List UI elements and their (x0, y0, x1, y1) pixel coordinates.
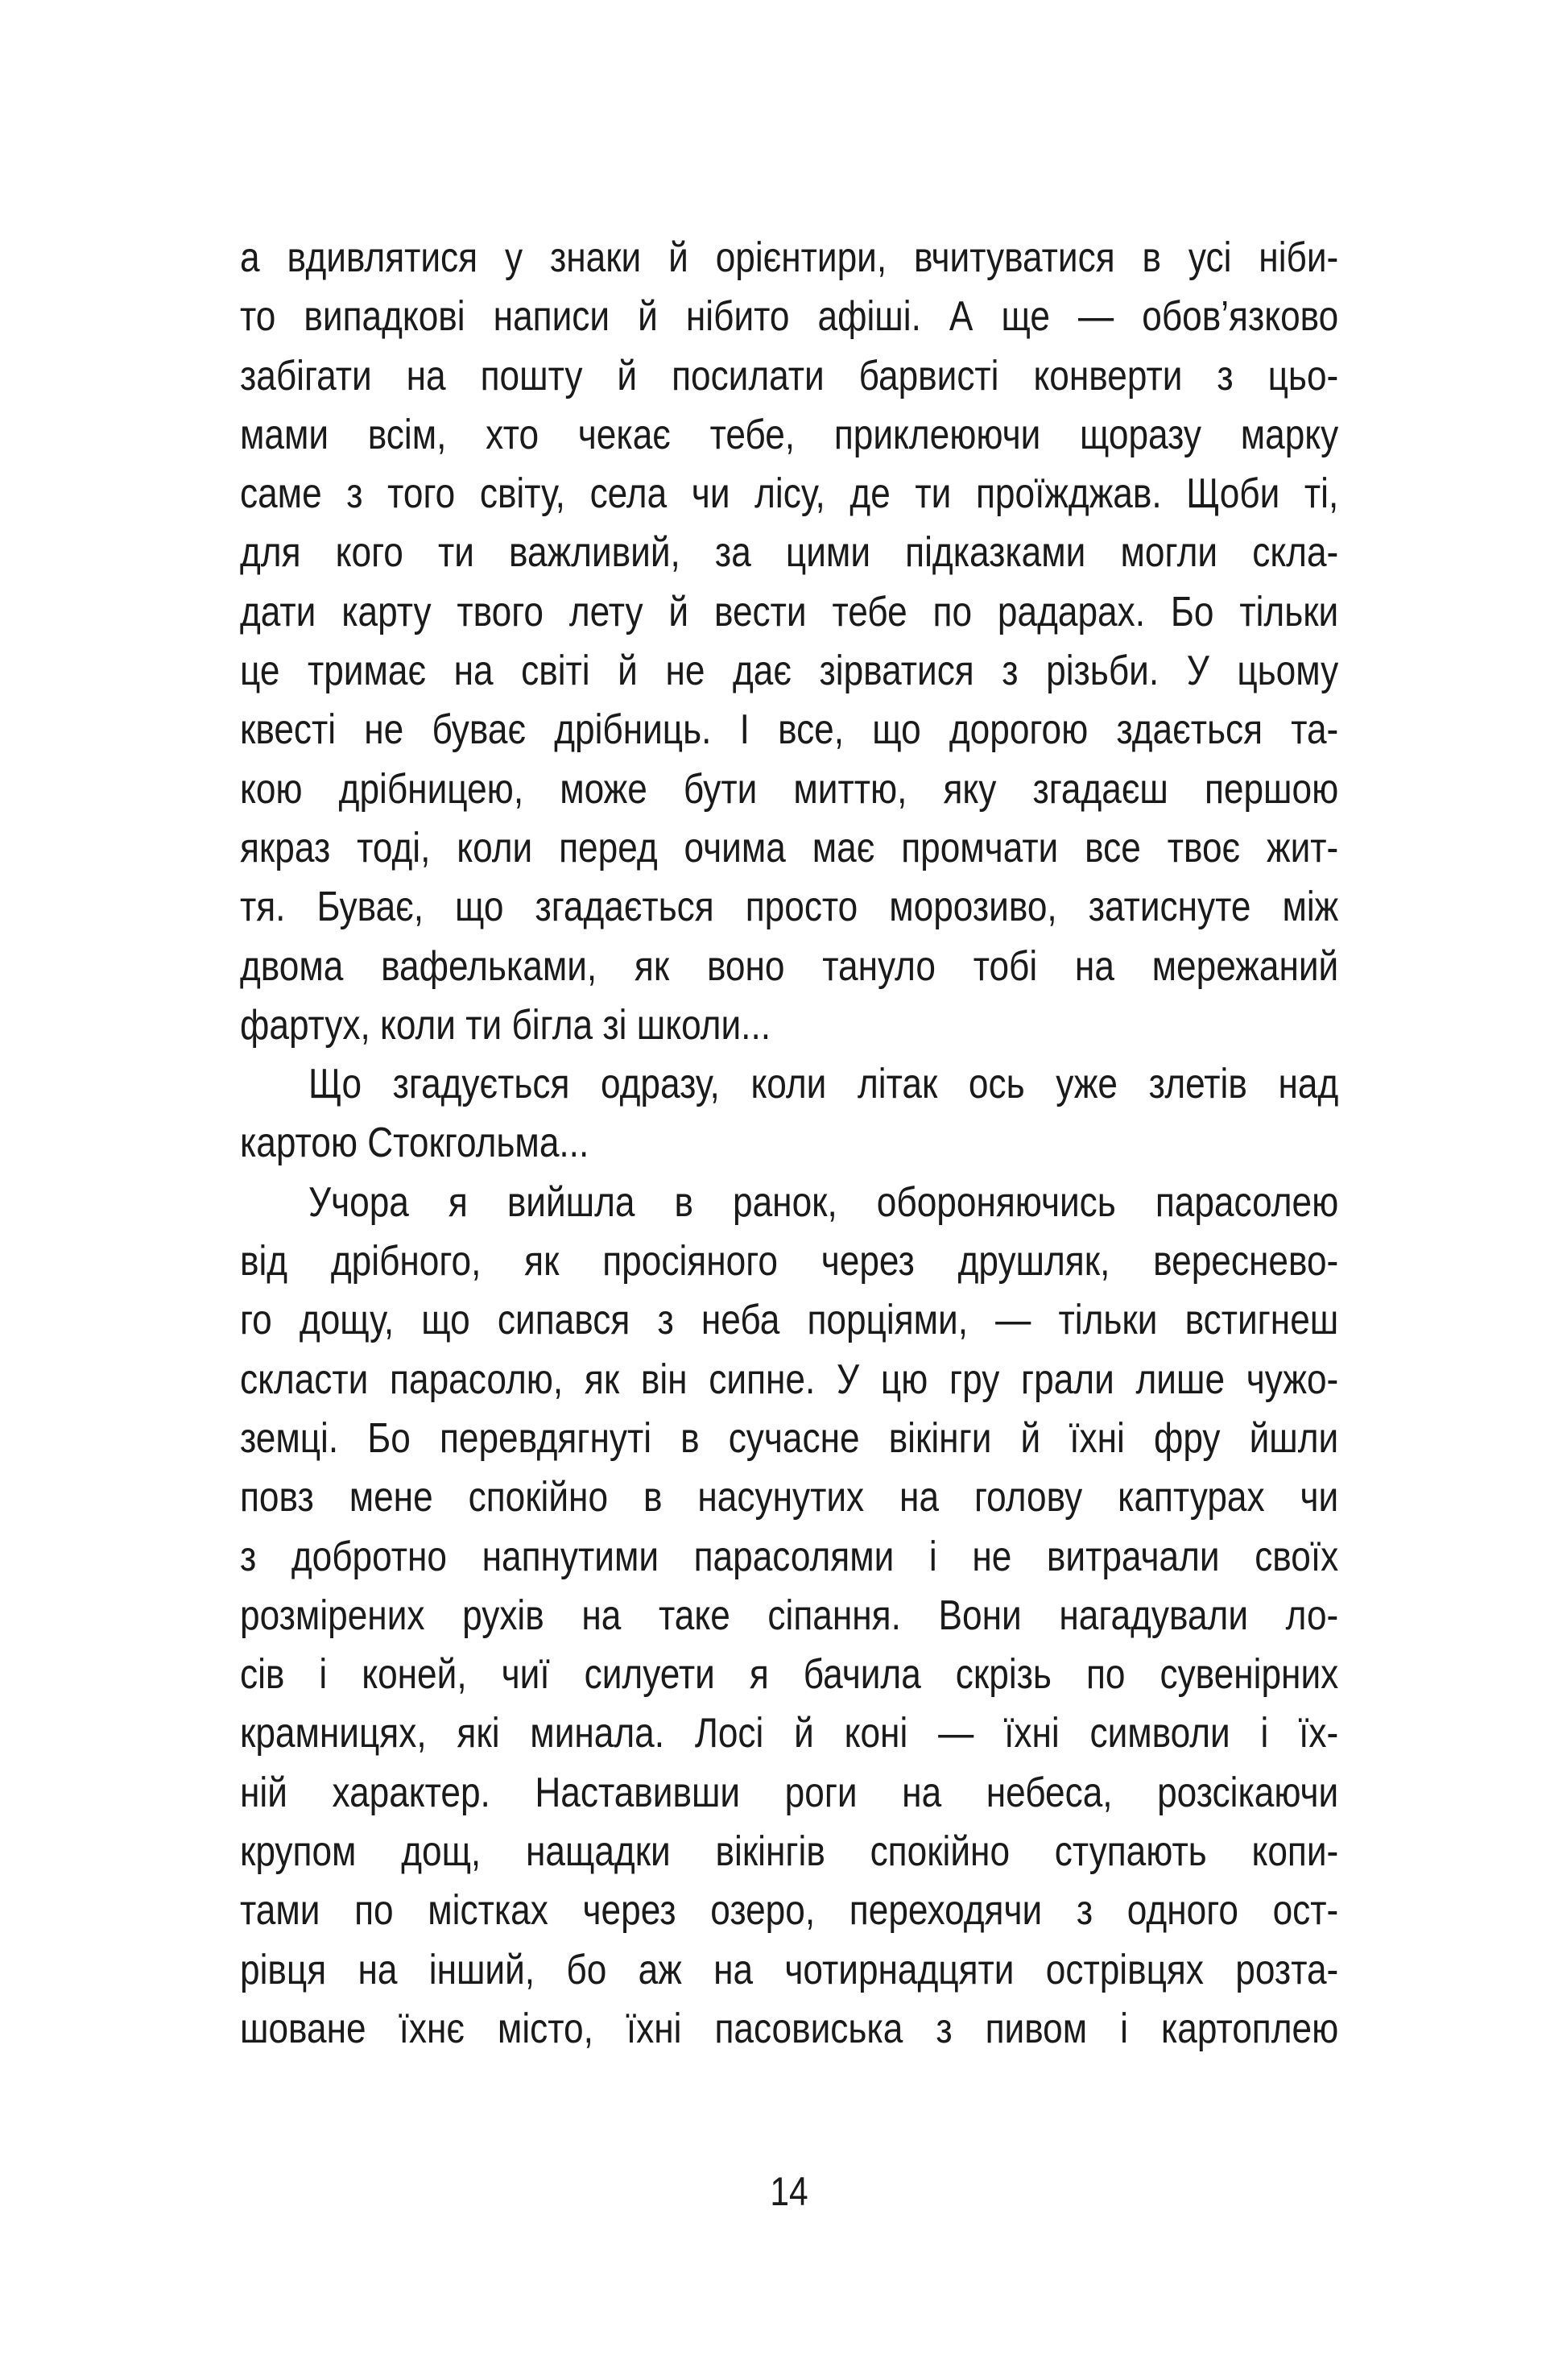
text-line: тами по містках через озеро, переходячи з одного ост- (240, 1887, 1339, 1935)
body-text (240, 229, 1338, 2059)
text-line: забігати на пошту й посилати барвисті конверти з цьо- (240, 352, 1339, 399)
text-line: фартух, коли ти бігла зі школи... (240, 1001, 771, 1049)
text-line: з добротно напнутими парасолями і не витрачали своїх (240, 1533, 1339, 1580)
text-line: для кого ти важливий, за цими підказками могли скла- (240, 529, 1339, 577)
text-line: земці. Бо перевдягнуті в сучасне вікінги й їхні фру йшли (240, 1414, 1339, 1462)
text-line: сів і коней, чиї силуети я бачила скрізь по сувенірних (240, 1651, 1339, 1699)
page-number: 14 (770, 2169, 808, 2214)
text-line: від дрібного, як просіяного через друшляк, вереснево- (240, 1238, 1339, 1285)
text-line: саме з того світу, села чи лісу, де ти проїжджав. Щоби ті, (240, 470, 1339, 518)
text-line: мами всім, хто чекає тебе, приклеюючи щоразу марку (240, 411, 1339, 458)
text-line: скласти парасолю, як він сипне. У цю гру грали лише чужо- (240, 1356, 1339, 1403)
text-line: розмірених рухів на таке сіпання. Вони нагадували ло- (240, 1591, 1339, 1639)
text-line: повз мене спокійно в насунутих на голову каптурах чи (240, 1474, 1339, 1521)
text-line: дати карту твого лету й вести тебе по радарах. Бо тільки (240, 588, 1339, 635)
text-line: рівця на інший, бо аж на чотирнадцяти острівцях розта- (240, 1946, 1339, 1993)
text-line: це тримає на світі й не дає зірватися з різьби. У цьому (240, 648, 1339, 695)
text-line: ній характер. Наставивши роги на небеса, розсікаючи (240, 1769, 1339, 1816)
text-line: Що згадується одразу, коли літак ось уже злетів над (308, 1061, 1339, 1108)
text-line: тя. Буває, що згадається просто морозиво, затиснуте між (240, 884, 1339, 931)
text-line: кою дрібницею, може бути миттю, яку згадаєш першою (240, 765, 1339, 813)
text-line: картою Стокгольма... (240, 1120, 589, 1167)
text-line: то випадкові написи й нібито афіші. А ще — обов’язково (240, 293, 1339, 341)
text-line: го дощу, що сипався з неба порціями, — тільки встигнеш (240, 1297, 1339, 1344)
text-line: шоване їхнє місто, їхні пасовиська з пивом і картоплею (240, 2005, 1339, 2052)
text-line: двома вафельками, як воно тануло тобі на мережаний (240, 942, 1339, 990)
text-line: крамницях, які минала. Лосі й коні — їхні символи і їх- (240, 1710, 1339, 1757)
text-line: квесті не буває дрібниць. І все, що дорогою здається та- (240, 706, 1339, 754)
text-line: якраз тоді, коли перед очима має промчати все твоє жит- (240, 824, 1339, 871)
text-line: крупом дощ, нащадки вікінгів спокійно ступають копи- (240, 1828, 1339, 1876)
text-line: а вдивлятися у знаки й орієнтири, вчитуватися в усі ніби- (240, 234, 1339, 281)
text-line: Учора я вийшла в ранок, обороняючись парасолею (308, 1178, 1339, 1226)
